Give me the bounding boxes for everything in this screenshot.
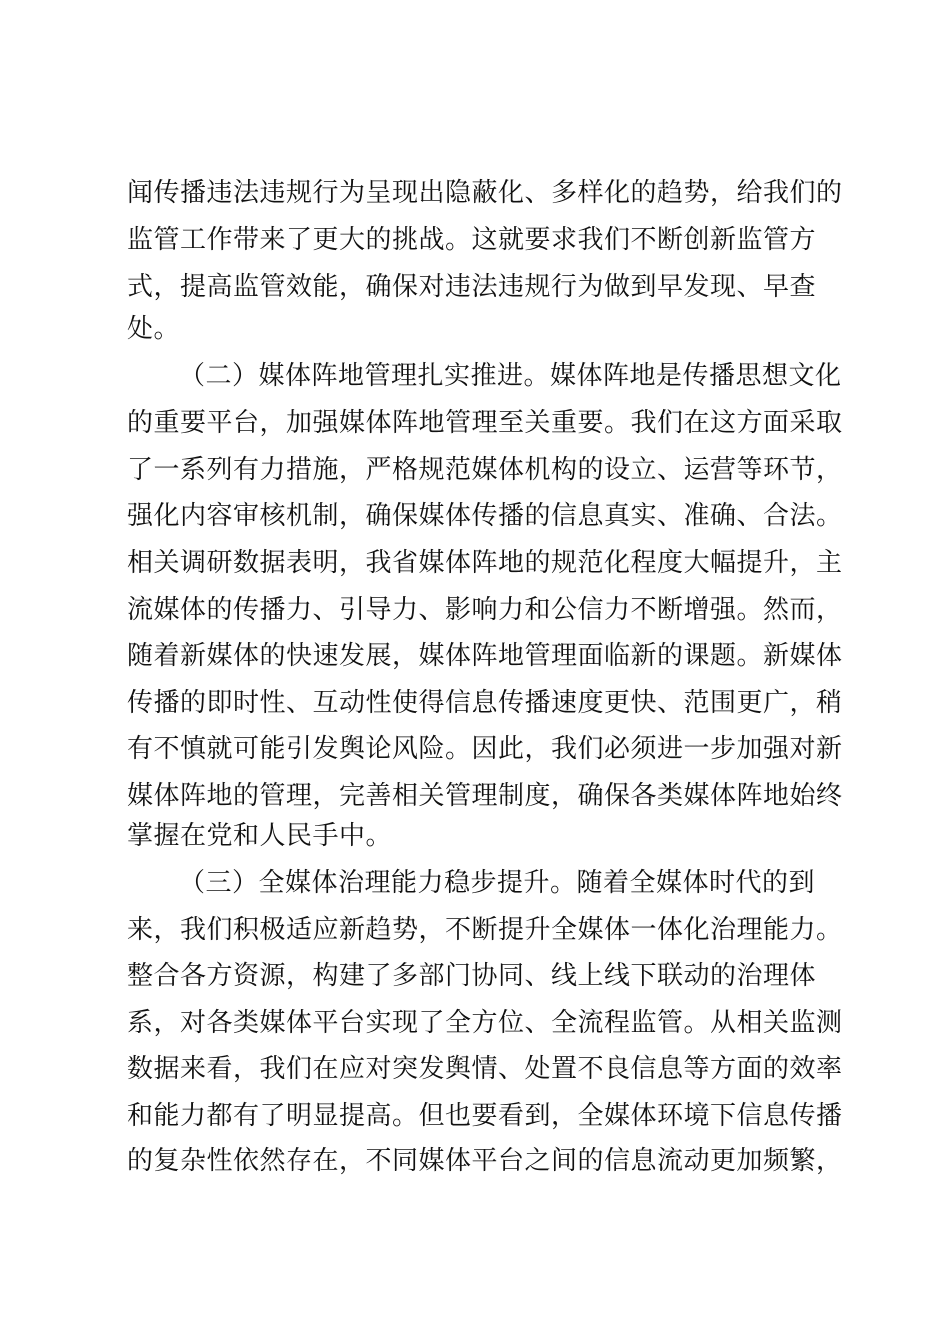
text-line: 了一系列有力措施，严格规范媒体机构的设立、运营等环节， — [127, 455, 843, 485]
text-line: 闻传播违法违规行为呈现出隐蔽化、多样化的趋势，给我们的 — [127, 178, 843, 208]
text-line: 媒体阵地的管理，完善相关管理制度，确保各类媒体阵地始终 — [127, 781, 843, 811]
text-line: 随着新媒体的快速发展，媒体阵地管理面临新的课题。新媒体 — [127, 641, 843, 671]
section-heading-line: （三）全媒体治理能力稳步提升。随着全媒体时代的到 — [179, 868, 816, 898]
text-line: 的复杂性依然存在，不同媒体平台之间的信息流动更加频繁， — [127, 1146, 843, 1176]
text-line: 处。 — [127, 314, 181, 344]
text-line: 式，提高监管效能，确保对违法违规行为做到早发现、早查 — [127, 272, 817, 302]
text-line: 监管工作带来了更大的挑战。这就要求我们不断创新监管方 — [127, 225, 817, 255]
text-line: 数据来看，我们在应对突发舆情、处置不良信息等方面的效率 — [127, 1054, 843, 1084]
text-line: 的重要平台，加强媒体阵地管理至关重要。我们在这方面采取 — [127, 408, 843, 438]
text-line: 整合各方资源，构建了多部门协同、线上线下联动的治理体 — [127, 961, 817, 991]
text-line: 和能力都有了明显提高。但也要看到，全媒体环境下信息传播 — [127, 1101, 843, 1131]
text-line: 系，对各类媒体平台实现了全方位、全流程监管。从相关监测 — [127, 1008, 843, 1038]
text-line: 流媒体的传播力、引导力、影响力和公信力不断增强。然而， — [127, 595, 843, 625]
text-line: 来，我们积极适应新趋势，不断提升全媒体一体化治理能力。 — [127, 915, 843, 945]
text-line: 强化内容审核机制，确保媒体传播的信息真实、准确、合法。 — [127, 501, 843, 531]
text-line: 传播的即时性、互动性使得信息传播速度更快、范围更广，稍 — [127, 688, 843, 718]
text-line: 相关调研数据表明，我省媒体阵地的规范化程度大幅提升，主 — [127, 548, 843, 578]
section-heading-line: （二）媒体阵地管理扎实推进。媒体阵地是传播思想文化 — [179, 361, 842, 391]
text-line: 有不慎就可能引发舆论风险。因此，我们必须进一步加强对新 — [127, 734, 843, 764]
text-line: 掌握在党和人民手中。 — [127, 821, 393, 851]
